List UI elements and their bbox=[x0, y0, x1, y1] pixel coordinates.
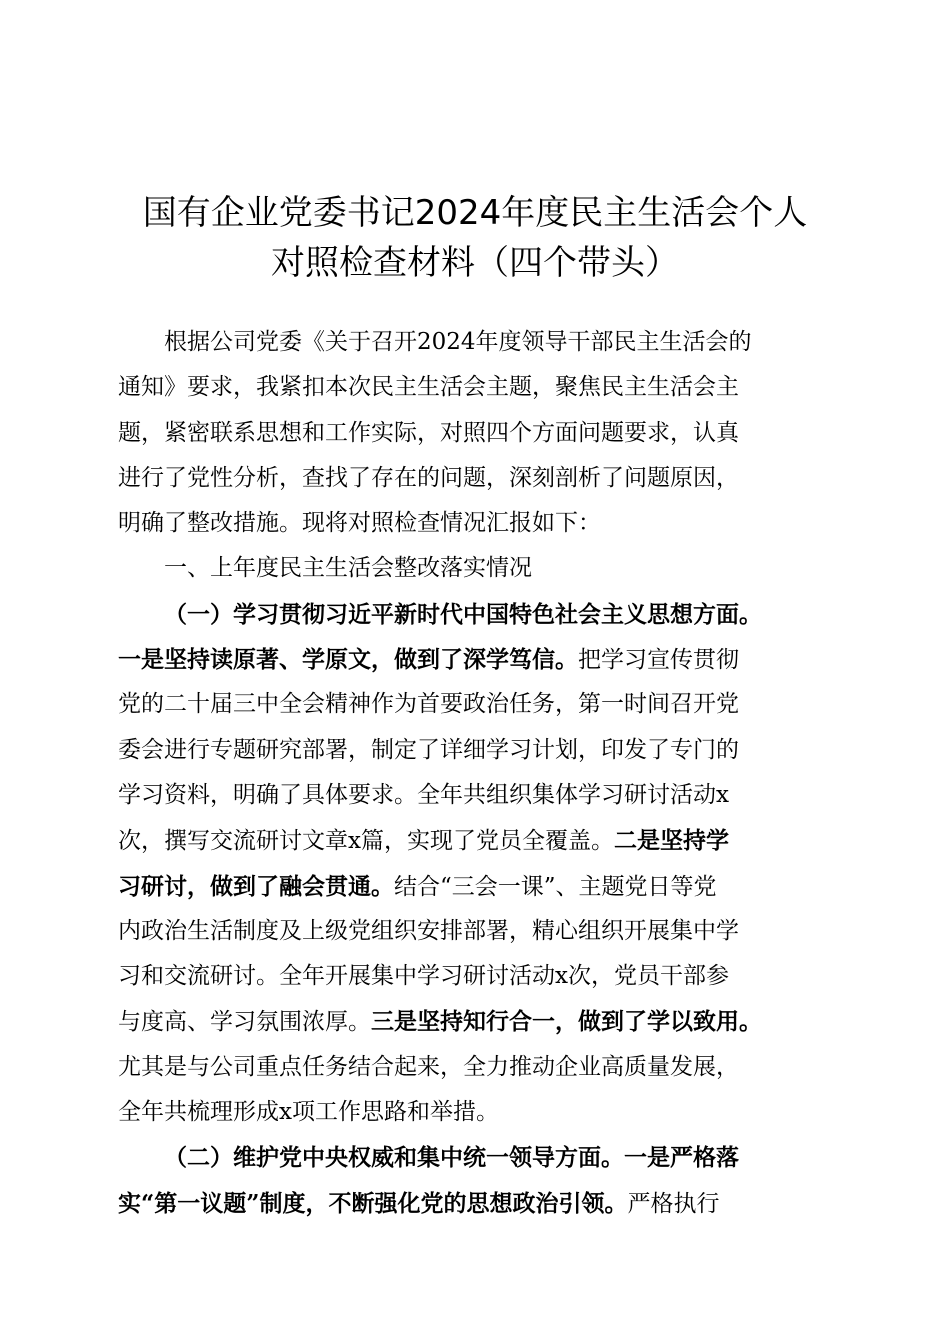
paragraph-line bbox=[118, 954, 838, 999]
bold-text: 实“第一议题”制度，不断强化党的思想政治引领。 bbox=[118, 1189, 628, 1217]
text-segment: 题，紧密联系思想和工作实际，对照四个方面问题要求，认真 bbox=[118, 419, 739, 446]
paragraph-line bbox=[118, 320, 838, 365]
paragraph-line bbox=[118, 818, 838, 863]
text-segment: 把学习宣传贯彻 bbox=[578, 647, 739, 674]
paragraph-line bbox=[118, 637, 838, 682]
paragraph-line bbox=[118, 501, 838, 546]
text-segment: 与度高、学习氛围浓厚。 bbox=[118, 1009, 371, 1036]
text-segment: 全年共梳理形成x项工作思路和举措。 bbox=[118, 1099, 499, 1126]
bold-text: 二是坚持学 bbox=[613, 827, 729, 855]
paragraph-line bbox=[118, 909, 838, 954]
paragraph-line bbox=[118, 1045, 838, 1090]
paragraph-line bbox=[118, 456, 838, 501]
paragraph-line bbox=[118, 999, 838, 1044]
document-title bbox=[0, 188, 950, 288]
paragraph-line bbox=[118, 773, 838, 818]
text-segment: 尤其是与公司重点任务结合起来，全力推动企业高质量发展， bbox=[118, 1053, 739, 1080]
bold-text: （一）学习贯彻习近平新时代中国特色社会主义思想方面。 bbox=[164, 600, 762, 628]
paragraph-line bbox=[118, 411, 838, 456]
text-segment: 通知》要求，我紧扣本次民主生活会主题，聚焦民主生活会主 bbox=[118, 374, 739, 401]
text-segment: 学习资料，明确了具体要求。全年共组织集体学习研讨活动x bbox=[118, 781, 729, 808]
text-segment: 进行了党性分析，查找了存在的问题，深刻剖析了问题原因， bbox=[118, 464, 739, 491]
bold-text: 习研讨，做到了融会贯通。 bbox=[118, 872, 394, 900]
paragraph-line bbox=[118, 1181, 838, 1226]
section-heading bbox=[118, 546, 838, 591]
paragraph-line bbox=[118, 1135, 838, 1180]
text-segment: 一、上年度民主生活会整改落实情况 bbox=[164, 555, 532, 582]
paragraph-line bbox=[118, 864, 838, 909]
text-segment: 明确了整改措施。现将对照检查情况汇报如下： bbox=[118, 510, 601, 537]
bold-text: （二）维护党中央权威和集中统一领导方面。一是严格落 bbox=[164, 1144, 739, 1172]
document-body bbox=[118, 320, 838, 1226]
title-line-1: 国有企业党委书记2024年度民主生活会个人 bbox=[142, 193, 808, 233]
paragraph-line bbox=[118, 365, 838, 410]
text-segment: 党的二十届三中全会精神作为首要政治任务，第一时间召开党 bbox=[118, 691, 739, 718]
text-segment: 结合“三会一课”、主题党日等党 bbox=[394, 873, 717, 900]
text-segment: 习和交流研讨。全年开展集中学习研讨活动x次，党员干部参 bbox=[118, 963, 729, 990]
text-segment: 次，撰写交流研讨文章x篇，实现了党员全覆盖。 bbox=[118, 828, 614, 855]
text-segment: 严格执行 bbox=[627, 1190, 720, 1217]
text-segment: 根据公司党委《关于召开2024年度领导干部民主生活会的 bbox=[164, 329, 752, 355]
paragraph-line bbox=[118, 1090, 838, 1135]
paragraph-line bbox=[118, 592, 838, 637]
bold-text: 三是坚持知行合一，做到了学以致用。 bbox=[371, 1008, 762, 1036]
paragraph-line bbox=[118, 728, 838, 773]
paragraph-line bbox=[118, 682, 838, 727]
text-segment: 委会进行专题研究部署，制定了详细学习计划，印发了专门的 bbox=[118, 736, 739, 763]
text-segment: 内政治生活制度及上级党组织安排部署，精心组织开展集中学 bbox=[118, 917, 739, 944]
bold-text: 一是坚持读原著、学原文，做到了深学笃信。 bbox=[118, 646, 578, 674]
title-line-2: 对照检查材料（四个带头） bbox=[271, 243, 679, 283]
